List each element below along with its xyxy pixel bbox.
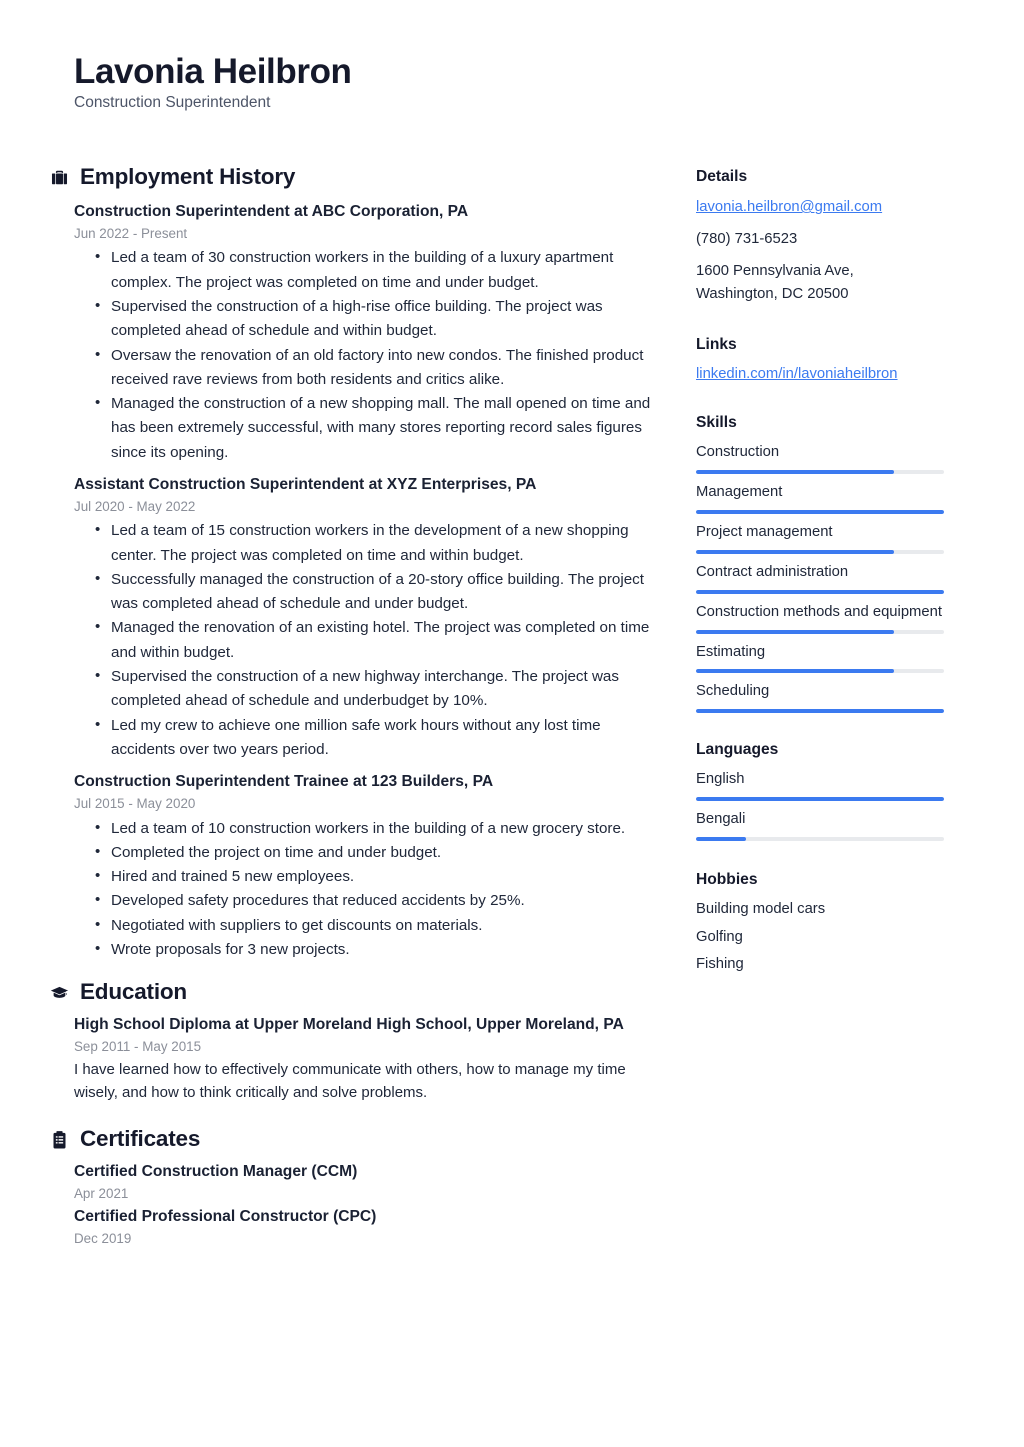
certificate-entry-date: Dec 2019 [74,1230,132,1246]
resume-body [74,165,958,1256]
briefcase-icon [50,167,69,189]
employment-entry-bullets [74,246,652,465]
hobby-item: Fishing [696,956,744,973]
bullet-item: • Supervised the construction of a new highway interchange. The project was completed ahead of schedule and underbudget by 10%. [109,665,652,714]
language-row [696,809,944,841]
section-title-certificates: Certificates [80,1126,201,1152]
certificate-entry-date: Apr 2021 [74,1185,129,1201]
employment-entry-bullets [74,519,652,762]
candidate-job-title: Construction Superintendent [74,94,271,112]
skill-label: Estimating [696,643,766,660]
skill-level-fill [696,470,894,474]
sidebar-title-links: Links [696,335,737,353]
skill-label: Construction [696,444,780,461]
skill-row [696,562,944,594]
education-entry-title: High School Diploma at Upper Moreland High School, Upper Moreland, PA [74,1016,624,1034]
skill-level-fill [696,590,944,594]
certificate-entry-title: Certified Construction Manager (CCM) [74,1162,358,1180]
skill-level-track [696,510,944,514]
bullet-item: • Supervised the construction of a high-rise office building. The project was completed ahead of schedule and within budget. [109,295,652,344]
link-row [696,363,944,386]
section-education [74,980,652,1105]
language-level-track [696,797,944,801]
skill-level-track [696,709,944,713]
bullet-item: • Wrote proposals for 3 new projects. [109,938,652,962]
address-line-2: Washington, DC 20500 [696,285,849,302]
skill-row [696,681,944,713]
language-row [696,769,944,801]
email-link[interactable]: lavonia.heilbron@gmail.com [696,199,883,216]
hobby-item: Golfing [696,928,743,945]
education-entry [74,1015,652,1105]
bullet-item: • Led a team of 10 construction workers in the building of a new grocery store. [109,817,652,841]
bullet-item: • Oversaw the renovation of an old factory into new condos. The finished product received rave reviews from both residents and critics alike. [109,344,652,393]
language-level-track [696,837,944,841]
skill-row [696,642,944,674]
section-title-education: Education [80,979,187,1005]
section-header-certificates [50,1127,652,1152]
contact-address [696,260,944,306]
candidate-name: Lavonia Heilbron [74,52,352,91]
skill-level-track [696,590,944,594]
sidebar-column [696,165,944,1002]
sidebar-title-details: Details [696,168,748,186]
sidebar-title-hobbies: Hobbies [696,870,758,888]
skill-row [696,482,944,514]
employment-entry-date: Jul 2020 - May 2022 [74,498,196,514]
skill-row [696,602,944,634]
employment-entry [74,475,652,762]
bullet-item: • Managed the construction of a new shopping mall. The mall opened on time and has been extremely successful, with many stores reporting record sales figures since its opening. [109,392,652,465]
skill-level-fill [696,669,894,673]
skill-level-fill [696,550,894,554]
employment-entry [74,772,652,962]
bullet-item: • Hired and trained 5 new employees. [109,865,652,889]
contact-email-row [696,196,944,219]
graduation-cap-icon [50,982,69,1004]
sidebar-block-links [696,336,944,387]
language-label: English [696,770,745,787]
skill-level-fill [696,709,944,713]
skill-label: Management [696,483,783,500]
certificate-entry-title: Certified Professional Constructor (CPC) [74,1208,377,1226]
skill-label: Construction methods and equipment [696,603,942,620]
sidebar-title-languages: Languages [696,741,779,759]
sidebar-block-details [696,168,944,305]
language-level-fill [696,837,746,841]
certificate-entry [74,1162,652,1203]
hobby-item: Building model cars [696,901,826,918]
sidebar-title-skills: Skills [696,414,737,432]
bullet-item: • Negotiated with suppliers to get discounts on materials. [109,914,652,938]
skill-label: Scheduling [696,683,770,700]
skill-level-fill [696,510,944,514]
bullet-item: • Led a team of 30 construction workers in the building of a luxury apartment complex. The project was completed on time and under budget. [109,246,652,295]
skill-level-track [696,669,944,673]
bullet-item: • Led my crew to achieve one million safe work hours without any lost time accidents over two years period. [109,714,652,763]
skill-row [696,442,944,474]
contact-phone: (780) 731-6523 [696,230,798,247]
section-employment-history [74,165,652,962]
bullet-item: • Developed safety procedures that reduced accidents by 25%. [109,889,652,913]
employment-entry-date: Jun 2022 - Present [74,225,188,241]
sidebar-block-languages [696,741,944,840]
education-entry-date: Sep 2011 - May 2015 [74,1038,202,1054]
skill-row [696,522,944,554]
employment-entry-title: Construction Superintendent at ABC Corporation, PA [74,203,469,221]
section-title-employment: Employment History [80,164,296,190]
employment-entry-title: Construction Superintendent Trainee at 123 Builders, PA [74,773,494,791]
resume-header [74,52,958,113]
skill-label: Project management [696,523,833,540]
language-label: Bengali [696,810,746,827]
bullet-item: • Successfully managed the construction of a 20-story office building. The project was completed ahead of schedule and under budget. [109,568,652,617]
employment-entry-bullets [74,817,652,963]
address-line-1: 1600 Pennsylvania Ave, [696,262,854,279]
education-entry-description: I have learned how to effectively communicate with others, how to manage my time wisely, and how to think critically and solve problems. [74,1061,626,1102]
bullet-item: • Led a team of 15 construction workers in the development of a new shopping center. The project was completed on time and within budget. [109,519,652,568]
skill-level-track [696,470,944,474]
section-header-employment [50,165,652,190]
employment-entry-date: Jul 2015 - May 2020 [74,796,196,812]
skill-level-fill [696,630,894,634]
certificate-entry [74,1207,652,1248]
clipboard-icon [50,1129,69,1151]
employment-entry-title: Assistant Construction Superintendent at XYZ Enterprises, PA [74,476,537,494]
bullet-item: • Completed the project on time and under budget. [109,841,652,865]
employment-entry [74,202,652,465]
bullet-item: • Managed the renovation of an existing hotel. The project was completed on time and within budget. [109,616,652,665]
language-level-fill [696,797,944,801]
sidebar-block-skills [696,414,944,713]
skill-level-track [696,630,944,634]
sidebar-block-hobbies [696,871,944,976]
section-certificates [74,1127,652,1248]
skill-level-track [696,550,944,554]
main-column [74,165,652,1256]
linkedin-link[interactable]: linkedin.com/in/lavoniaheilbron [696,366,898,383]
section-header-education [50,980,652,1005]
skill-label: Contract administration [696,563,849,580]
